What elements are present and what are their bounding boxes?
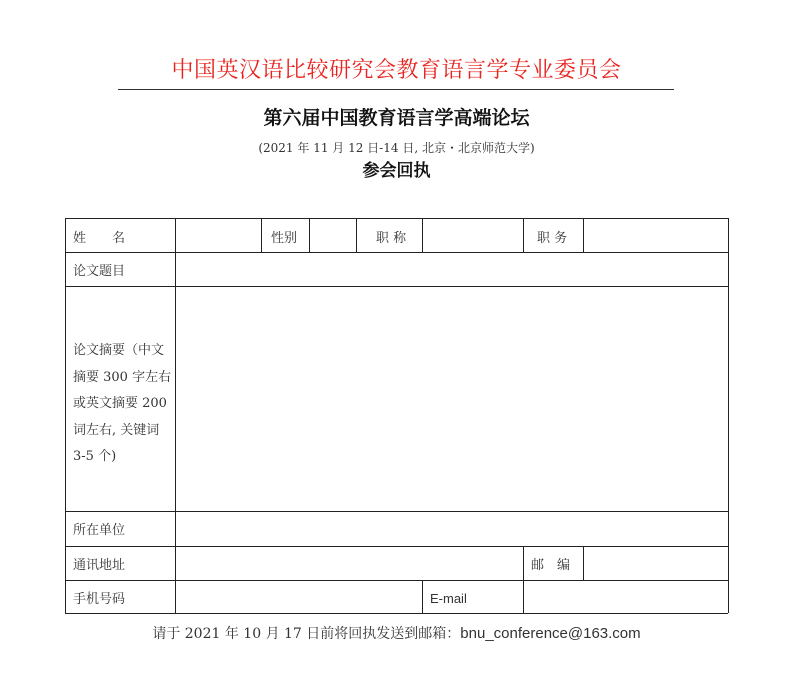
phone-field[interactable] bbox=[176, 581, 421, 612]
instruction-text: 请于 2021 年 10 月 17 日前将回执发送到邮箱： bbox=[152, 626, 461, 642]
professional-title-label: 职 称 bbox=[376, 231, 407, 246]
col-divider bbox=[356, 218, 357, 252]
affiliation-label: 所在单位 bbox=[73, 523, 126, 538]
affiliation-field[interactable] bbox=[176, 512, 727, 545]
abstract-label-line: 词左右, 关键词 bbox=[73, 422, 160, 438]
abstract-label-line: 论文摘要（中文 bbox=[73, 343, 165, 358]
paper-title-field[interactable] bbox=[176, 253, 727, 285]
address-field[interactable] bbox=[176, 547, 522, 579]
postcode-label: 邮 编 bbox=[531, 558, 571, 573]
gender-field[interactable] bbox=[310, 219, 355, 251]
position-field[interactable] bbox=[584, 219, 727, 251]
forum-title: 第六届中国教育语言学高端论坛 bbox=[263, 107, 530, 129]
forum-subtitle: (2021 年 11 月 12 日-14 日, 北京・北京师范大学) bbox=[258, 141, 535, 155]
email-label: E-mail bbox=[430, 591, 467, 606]
gender-label: 性别 bbox=[271, 231, 298, 246]
abstract-label-line: 摘要 300 字左右 bbox=[73, 369, 172, 385]
name-field[interactable] bbox=[176, 219, 260, 251]
table-border-bottom bbox=[65, 613, 728, 614]
email-field[interactable] bbox=[524, 581, 727, 612]
table-border-left bbox=[65, 218, 66, 613]
header-divider bbox=[118, 89, 674, 90]
postcode-field[interactable] bbox=[584, 547, 727, 579]
abstract-label-line: 或英文摘要 200 bbox=[73, 396, 167, 411]
registration-form-table bbox=[65, 218, 728, 613]
col-divider bbox=[261, 218, 262, 252]
form-title: 参会回执 bbox=[362, 161, 431, 181]
col-divider bbox=[422, 580, 423, 613]
table-border-right bbox=[728, 218, 729, 613]
abstract-field[interactable] bbox=[176, 287, 727, 510]
address-label: 通讯地址 bbox=[73, 558, 126, 573]
col-divider bbox=[523, 218, 524, 252]
submission-instruction bbox=[0, 623, 793, 645]
name-label: 姓 名 bbox=[73, 231, 126, 246]
abstract-label bbox=[73, 338, 177, 471]
organization-title: 中国英汉语比较研究会教育语言学专业委员会 bbox=[171, 58, 622, 83]
position-label: 职 务 bbox=[537, 231, 568, 246]
abstract-label-line: 3-5 个) bbox=[73, 449, 117, 464]
paper-title-label: 论文题目 bbox=[73, 264, 126, 279]
professional-title-field[interactable] bbox=[423, 219, 522, 251]
contact-email-link[interactable]: bnu_conference@163.com bbox=[460, 625, 641, 642]
phone-label: 手机号码 bbox=[73, 592, 126, 607]
